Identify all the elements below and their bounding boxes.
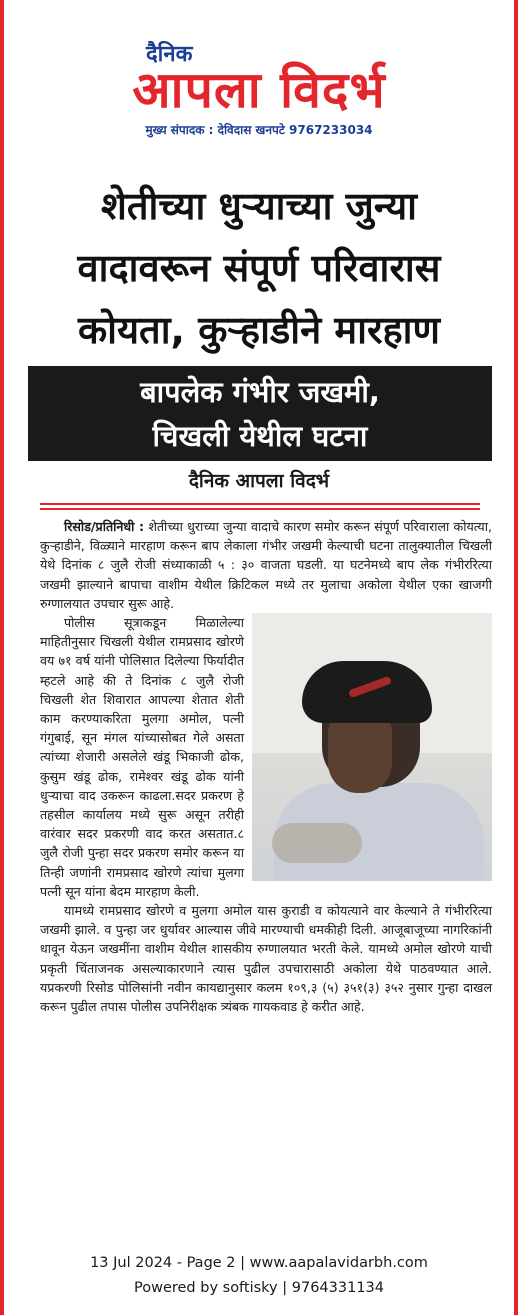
right-border bbox=[514, 0, 518, 1315]
paragraph-1-text: शेतीच्या धुराच्या जुन्या वादाचे कारण समोर करून संपूर्ण परिवाराला कोयत्या, कुऱ्हाडीने, विळ्याने मारहाण करून बाप लेकाला गंभीर जखमी केल्याची घटना तालुक्यातील चिखली येथे दिनांक ८ जुलै रोजी संध्याकाळी ५ : ३० वाजता घडली. या घटनेमध्ये बाप लेक गंभीररित्या जखमी झाल्याने बापाचा वाशीम येथील क्रिटिकल मध्ये तर मुलाचा अकोला येथील एका खाजगी रुग्णालयात उपचार सुरू आहे. bbox=[40, 519, 492, 611]
paragraph-1 bbox=[40, 517, 492, 613]
headline-line: वादावरून संपूर्ण परिवारास bbox=[77, 246, 441, 290]
footer-powered-by: Powered by softisky | 9764331134 bbox=[133, 1280, 384, 1296]
divider-top bbox=[40, 503, 480, 505]
editor-phone: 9767233034 bbox=[289, 123, 373, 137]
footer-date-site: 13 Jul 2024 - Page 2 | www.aapalavidarbh.com bbox=[90, 1255, 428, 1271]
subheadline-line: बापलेक गंभीर जखमी, bbox=[140, 375, 380, 409]
editor-line bbox=[0, 121, 518, 138]
paragraph-2: पोलीस सूत्राकडून मिळालेल्या माहितीनुसार चिखली येथील रामप्रसाद खोरणे वय ७१ वर्ष यांनी पोलिसात दिलेल्या फिर्यादीत म्हटले आहे की ते दिनांक ८ जुलै रोजी चिखली शेत शिवारात आपल्या शेतात शेती काम करण्याकरिता मुलगा अमोल, पत्नी गंगुबाई, सून मंगल यांच्यासोबत गेले असता त्यांच्या शेजारी असलेले खंडू भिकाजी ढोक, कुसुम खंडू ढोक, रामेश्वर खंडू ढोक यांनी धुऱ्याचा वाद उकरून काढला.सदर प्रकरण हे तहसील कार्यालय मध्ये सुरू असून तरीही वारंवार सदर प्रकरणी वाद करत असतात.८ जुलै रोजी पुन्हा सदर प्रकरण समोर करून या तिन्ही जणांनी रामप्रसाद खोरणे त्यांचा मुलगा पत्नी सून यांना बेदम मारहाण केली. bbox=[40, 615, 244, 899]
headline-line: कोयता, कुऱ्हाडीने मारहाण bbox=[77, 308, 441, 352]
divider-bottom bbox=[40, 508, 480, 510]
masthead-title: आपला विदर्भ bbox=[132, 61, 386, 119]
subheadline-box bbox=[28, 366, 492, 461]
masthead-small-title: दैनिक bbox=[146, 42, 193, 67]
subheadline-line: चिखली येथील घटना bbox=[152, 419, 368, 453]
article-photo bbox=[252, 613, 492, 881]
editor-label: मुख्य संपादक : bbox=[145, 123, 214, 137]
editor-name: देविदास खनपटे bbox=[217, 123, 285, 137]
paper-byline: दैनिक आपला विदर्भ bbox=[188, 470, 330, 492]
headline bbox=[14, 175, 504, 361]
paragraph-3: यामध्ये रामप्रसाद खोरणे व मुलगा अमोल यास कुराडी व कोयत्याने वार केल्याने ते गंभीररित्या जखमी झाले. व पुन्हा जर धुर्यावर आल्यास जीवे मारण्याची धमकीही दिली. आजूबाजूच्या नागरिकांनी धावून येऊन जखमींना वाशीम येथील शासकीय रुग्णालयात भरती केले. यामध्ये अमोल खोरणे याची प्रकृती चिंताजनक असल्याकारणाने त्यास पुढील उपचारासाठी अकोला येथे पाठवण्यात आले. यप्रकरणी रिसोड पोलिसांनी नवीन कायद्यानुसार कलम १०९,३ (५) ३५१(३) ३५२ नुसार गुन्हा दाखल करून पुढील तपास पोलीस उपनिरीक्षक त्र्यंबक गायकवाड हे करीत आहे. bbox=[40, 903, 492, 1015]
article-body bbox=[40, 517, 492, 1016]
dateline: रिसोड/प्रतिनिधी : bbox=[64, 519, 145, 534]
headline-line: शेतीच्या धुऱ्याच्या जुन्या bbox=[101, 184, 417, 228]
left-border bbox=[0, 0, 4, 1315]
